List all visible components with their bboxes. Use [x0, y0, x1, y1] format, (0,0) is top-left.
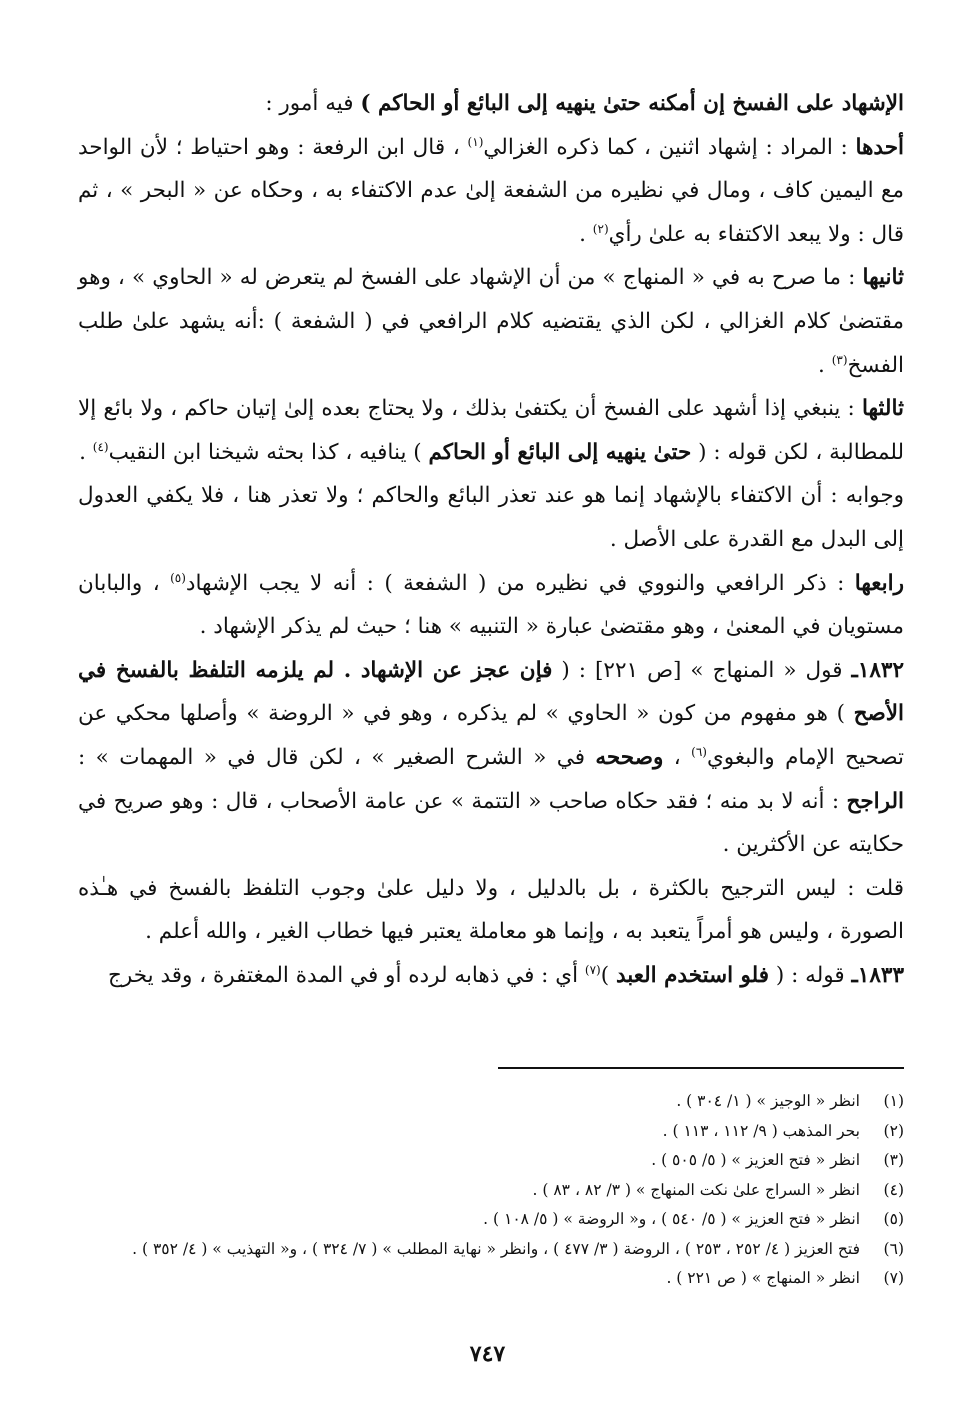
- footnote: [78, 1117, 904, 1147]
- footnote-ref: (٤): [92, 439, 109, 454]
- footnote-text: فتح العزيز ( ٤/ ٢٥٢ ، ٢٥٣ ) ، الروضة ( ٣/ ٤٧٧ ) ، وانظر « نهاية المطلب » ( ٧/ ٣٢٤ ) ، و« التهذيب » ( ٤/ ٣٥٢ ) .: [132, 1239, 860, 1258]
- text-run: : ذكر الرافعي والنووي في نظيره من ( الشفعة ) : أنه لا يجب الإشهاد: [185, 570, 855, 596]
- text-run: أي : في ذهابه لرده أو في المدة المغتفرة ، وقد يخرج: [108, 962, 585, 988]
- text-run: .: [818, 352, 832, 378]
- text-run: قوله : (: [769, 962, 852, 988]
- bold-text: ثالثها: [861, 396, 904, 422]
- text-run: ) ينافيه ، كذا بحثه شيخنا ابن النقيب: [108, 439, 429, 465]
- footnote-number: (٥): [883, 1210, 904, 1228]
- footnote-separator: [498, 1067, 904, 1069]
- paragraph: [78, 387, 904, 474]
- text-run: في « الشرح الصغير » ، لكن قال في « المهمات » :: [78, 744, 596, 770]
- text-run: : أنه لا بد منه ؛ فقد حكاه صاحب « التتمة » عن عامة الأصحاب ، قال : وهو صريح في حكايته عن الأكثرين .: [78, 788, 904, 858]
- text-run: ) هو مفهوم من كون « الحاوي » لم يذكره ، وهو في « الروضة » وأصلها محكي عن تصحيح الإمام والبغوي: [78, 701, 905, 770]
- text-run: وجوابه : أن الاكتفاء بالإشهاد إنما هو عند تعذر البائع والحاكم ؛ ولا تعذر هنا ، فلا يكفي العدول إلى البدل مع القدرة على الأصل .: [78, 483, 904, 552]
- bold-text: ١٨٣٣ـ: [851, 962, 904, 988]
- footnote-text: انظر « فتح العزيز » ( ٥/ ٥٤٠ ) ، و« الروضة » ( ٥/ ١٠٨ ) .: [483, 1210, 860, 1228]
- footnote-text: بحر المذهب ( ٩/ ١١٢ ، ١١٣ ) .: [662, 1121, 860, 1140]
- bold-text: وصححه: [595, 744, 664, 770]
- bold-text: ثانيها: [862, 265, 904, 291]
- footnote: [78, 1087, 904, 1117]
- bold-text: رابعها: [854, 570, 904, 596]
- footnote-number: (٢): [883, 1121, 904, 1140]
- footnote-text: انظر « الوجيز » ( ١/ ٣٠٤ ) .: [676, 1092, 860, 1110]
- text-run: قول « المنهاج » [ص ٢٢١] : (: [552, 657, 852, 683]
- text-run: .: [579, 221, 593, 247]
- footnote-ref: (٣): [831, 352, 848, 367]
- footnote-ref: (٢): [592, 221, 609, 236]
- footnote-ref: (١): [467, 134, 484, 149]
- bold-text: ١٨٣٢ـ: [851, 657, 905, 683]
- footnote: [78, 1205, 904, 1235]
- bold-text: فلو استخدم العبد: [615, 962, 770, 988]
- footnote: [78, 1235, 904, 1265]
- footnote-ref: (٦): [691, 744, 707, 759]
- bold-text: الإشهاد على الفسخ إن أمكنه حتىٰ ينهيه إلى البائع أو الحاكم ): [360, 91, 904, 116]
- text-run: ): [600, 962, 616, 988]
- bold-text: أحدها: [855, 134, 904, 160]
- footnote-ref: (٥): [170, 570, 186, 585]
- footnote-number: (٧): [883, 1269, 904, 1287]
- text-run: : ما صرح به في « المنهاج » من أن الإشهاد على الفسخ لم يتعرض له « الحاوي » ، وهو مقتضىٰ كلام الغزالي ، لكن الذي يقتضيه كلام الرافعي في ( الشفعة ) :أنه يشهد علىٰ طلب الفسخ: [78, 265, 904, 378]
- paragraph: [78, 649, 904, 867]
- text-run: فيه أمور :: [265, 91, 361, 116]
- text-run: .: [79, 439, 93, 465]
- paragraph: [78, 562, 904, 649]
- page-number: ٧٤٧: [469, 1341, 506, 1367]
- footnote: [78, 1176, 904, 1206]
- footnote-number: (٤): [883, 1180, 904, 1199]
- footnote-text: انظر « فتح العزيز » ( ٥/ ٥٠٥ ) .: [651, 1151, 860, 1169]
- text-run: قلت : ليس الترجيح بالكثرة ، بل بالدليل ، ولا دليل علىٰ وجوب التلفظ بالفسخ في هـٰذه الصورة ، وليس هو أمراً يتعبد به ، وإنما هو معاملة يعتبر فيها خطاب الغير ، والله أعلم .: [78, 875, 904, 945]
- text-run: ،: [663, 744, 692, 770]
- text-run: ، والبابان مستويان في المعنىٰ ، وهو مقتضىٰ عبارة « التنبيه » هنا ؛ حيث لم يذكر الإشهاد .: [78, 570, 904, 640]
- paragraph: [78, 474, 904, 561]
- bold-text: الراجح: [846, 788, 904, 814]
- footnote-text: انظر « السراج علىٰ نكت المنهاج » ( ٣/ ٨٢ ، ٨٣ ) .: [532, 1180, 860, 1199]
- paragraph: [78, 82, 904, 126]
- paragraph: [78, 126, 904, 257]
- footnotes: [78, 1087, 904, 1294]
- footnote-number: (١): [883, 1092, 904, 1110]
- paragraph: [78, 954, 904, 998]
- paragraph: [78, 256, 904, 387]
- footnote: [78, 1146, 904, 1176]
- footnote: [78, 1264, 904, 1294]
- bold-text: حتىٰ ينهيه إلى البائع أو الحاكم: [428, 439, 692, 465]
- footnote-number: (٣): [883, 1151, 904, 1169]
- text-run: : ينبغي إذا أشهد على الفسخ أن يكتفىٰ بذلك ، ولا يحتاج بعده إلىٰ إتيان حاكم ، ولا بائع إلا للمطالبة ، لكن قوله : (: [78, 396, 904, 465]
- text-run: : المراد : إشهاد اثنين ، كما ذكره الغزالي: [483, 134, 856, 160]
- footnote-ref: (٧): [584, 962, 601, 977]
- bold-text: فإن عجز عن الإشهاد . لم يلزمه التلفظ بالفسخ في الأصح: [78, 657, 904, 727]
- footnote-text: انظر « المنهاج » ( ص ٢٢١ ) .: [666, 1269, 860, 1287]
- main-text: [78, 82, 904, 997]
- footnote-number: (٦): [883, 1239, 904, 1258]
- text-run: ، قال ابن الرفعة : وهو احتياط ؛ لأن الواحد مع اليمين كاف ، ومال في نظيره من الشفعة إلىٰ عدم الاكتفاء به ، وحكاه عن « البحر » ، ثم قال : ولا يبعد الاكتفاء به علىٰ رأي: [78, 134, 904, 247]
- paragraph: [78, 867, 904, 954]
